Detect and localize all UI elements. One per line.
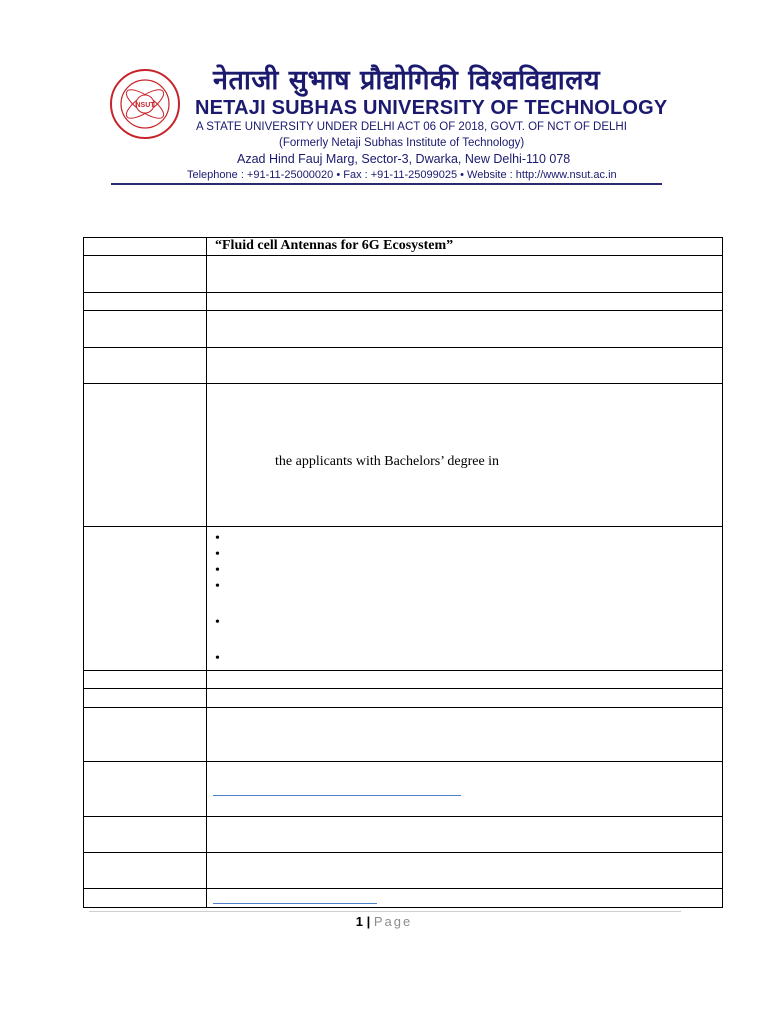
table-cell-label — [84, 256, 207, 293]
university-name-hindi: नेताजी सुभाष प्रौद्योगिकी विश्वविद्यालय — [213, 65, 601, 96]
table-cell-label — [84, 689, 207, 708]
table-row — [84, 256, 723, 293]
table-row — [84, 708, 723, 762]
table-cell-label — [84, 238, 207, 256]
project-title: “Fluid cell Antennas for 6G Ecosystem” — [215, 238, 454, 253]
page-footer — [0, 914, 768, 929]
table-row — [84, 527, 723, 671]
table-cell-label — [84, 348, 207, 384]
table-cell-label — [84, 384, 207, 527]
letterhead-divider — [111, 183, 662, 185]
table-row — [84, 238, 723, 256]
table-cell-label — [84, 293, 207, 311]
table-cell-value — [207, 689, 723, 708]
table-row — [84, 762, 723, 817]
table-cell-label — [84, 889, 207, 908]
table-cell-label — [84, 817, 207, 853]
contact-line: Telephone : +91-11-25000020 • Fax : +91-11-25099025 • Website : http://www.nsut.ac.in — [187, 169, 617, 181]
table-row — [84, 384, 723, 527]
nsut-logo — [108, 58, 182, 150]
list-item — [215, 579, 714, 595]
table-row — [84, 889, 723, 908]
table-row — [84, 817, 723, 853]
table-row — [84, 689, 723, 708]
table-cell-value — [207, 384, 723, 527]
page-separator: | — [366, 914, 371, 929]
table-cell-label — [84, 708, 207, 762]
table-cell-label — [84, 853, 207, 889]
table-row — [84, 348, 723, 384]
formerly-line: (Formerly Netaji Subhas Institute of Technology) — [279, 137, 525, 149]
footer-divider — [89, 911, 681, 912]
table-cell-value — [207, 671, 723, 689]
logo-text: NSUT — [135, 102, 155, 109]
university-name: NETAJI SUBHAS UNIVERSITY OF TECHNOLOGY — [195, 97, 668, 119]
table-cell-label — [84, 311, 207, 348]
bullet-list — [215, 531, 714, 667]
table-cell-label — [84, 527, 207, 671]
table-cell-value — [207, 889, 723, 908]
table-row — [84, 293, 723, 311]
table-cell-value — [207, 853, 723, 889]
list-item — [215, 615, 714, 631]
table-cell-value — [207, 311, 723, 348]
list-item — [215, 563, 714, 579]
page-label: Page — [373, 914, 413, 929]
act-line: A STATE UNIVERSITY UNDER DELHI ACT 06 OF 2018, GOVT. OF NCT OF DELHI — [196, 121, 627, 133]
list-item — [215, 651, 714, 667]
table-cell-value — [207, 293, 723, 311]
website-link[interactable] — [213, 903, 377, 904]
table-cell-value — [207, 817, 723, 853]
table-row — [84, 671, 723, 689]
table-row — [84, 853, 723, 889]
table-cell-label — [84, 762, 207, 817]
address-line: Azad Hind Fauj Marg, Sector-3, Dwarka, New Delhi-110 078 — [237, 152, 571, 166]
table-cell-value — [207, 527, 723, 671]
table-row — [84, 311, 723, 348]
qualification-text: the applicants with Bachelors’ degree in — [275, 454, 500, 469]
project-details-table — [83, 237, 723, 908]
table-cell-value — [207, 256, 723, 293]
table-cell-value — [207, 238, 723, 256]
letterhead — [108, 58, 668, 188]
list-item — [215, 531, 714, 547]
table-cell-label — [84, 671, 207, 689]
list-item — [215, 547, 714, 563]
table-cell-value — [207, 708, 723, 762]
table-cell-value — [207, 348, 723, 384]
table-cell-value — [207, 762, 723, 817]
email-link[interactable] — [213, 795, 461, 796]
page-number: 1 — [355, 914, 363, 929]
